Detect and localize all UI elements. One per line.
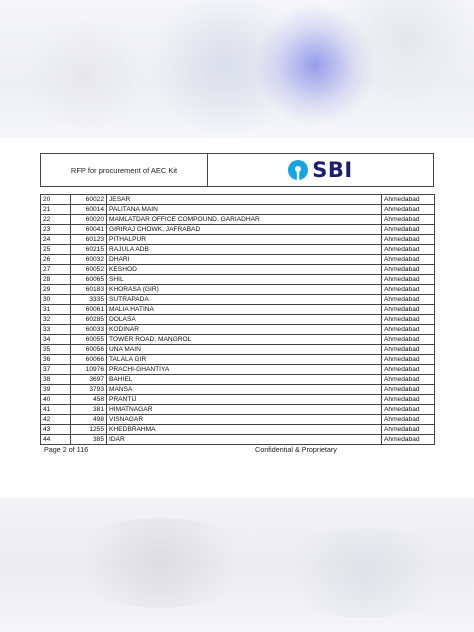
region-cell: Ahmedabad — [382, 295, 435, 305]
branch-name-cell: IDAR — [107, 435, 382, 445]
branch-code-cell: 60123 — [71, 235, 107, 245]
branch-code-cell: 3793 — [71, 385, 107, 395]
region-cell: Ahmedabad — [382, 435, 435, 445]
table-row — [41, 265, 435, 275]
table-row — [41, 395, 435, 405]
region-cell: Ahmedabad — [382, 245, 435, 255]
region-cell: Ahmedabad — [382, 365, 435, 375]
region-cell: Ahmedabad — [382, 375, 435, 385]
branch-code-cell: 60041 — [71, 225, 107, 235]
serial-number-cell: 35 — [41, 345, 71, 355]
serial-number-cell: 33 — [41, 325, 71, 335]
table-row — [41, 285, 435, 295]
logo-cell — [208, 154, 433, 186]
serial-number-cell: 38 — [41, 375, 71, 385]
serial-number-cell: 43 — [41, 425, 71, 435]
region-cell: Ahmedabad — [382, 265, 435, 275]
region-cell: Ahmedabad — [382, 405, 435, 415]
table-row — [41, 195, 435, 205]
region-cell: Ahmedabad — [382, 355, 435, 365]
table-row — [41, 275, 435, 285]
table-row — [41, 245, 435, 255]
branch-name-cell: HIMATNAGAR — [107, 405, 382, 415]
branch-name-cell: KHORASA (GIR) — [107, 285, 382, 295]
branch-table — [40, 194, 435, 445]
region-cell: Ahmedabad — [382, 425, 435, 435]
table-row — [41, 315, 435, 325]
serial-number-cell: 26 — [41, 255, 71, 265]
branch-code-cell: 3335 — [71, 295, 107, 305]
branch-name-cell: SUTRAPADA — [107, 295, 382, 305]
sbi-keyhole-icon — [288, 160, 308, 180]
region-cell: Ahmedabad — [382, 225, 435, 235]
branch-name-cell: PALITANA MAIN — [107, 205, 382, 215]
region-cell: Ahmedabad — [382, 345, 435, 355]
serial-number-cell: 37 — [41, 365, 71, 375]
region-cell: Ahmedabad — [382, 305, 435, 315]
table-row — [41, 235, 435, 245]
region-cell: Ahmedabad — [382, 275, 435, 285]
serial-number-cell: 31 — [41, 305, 71, 315]
serial-number-cell: 29 — [41, 285, 71, 295]
sbi-logo — [288, 158, 352, 182]
branch-name-cell: JESAR — [107, 195, 382, 205]
confidential-label: Confidential & Proprietary — [255, 445, 337, 454]
branch-code-cell: 381 — [71, 405, 107, 415]
table-row — [41, 255, 435, 265]
branch-code-cell: 60061 — [71, 305, 107, 315]
serial-number-cell: 23 — [41, 225, 71, 235]
table-row — [41, 365, 435, 375]
branch-code-cell: 458 — [71, 395, 107, 405]
region-cell: Ahmedabad — [382, 415, 435, 425]
page-header — [40, 153, 434, 187]
serial-number-cell: 32 — [41, 315, 71, 325]
blurred-previous-page — [0, 0, 474, 138]
branch-name-cell: MALIA HATINA — [107, 305, 382, 315]
branch-code-cell: 498 — [71, 415, 107, 425]
table-row — [41, 225, 435, 235]
serial-number-cell: 25 — [41, 245, 71, 255]
serial-number-cell: 42 — [41, 415, 71, 425]
branch-name-cell: KHEDBRAHMA — [107, 425, 382, 435]
blurred-next-page — [0, 498, 474, 632]
document-title: RFP for procurement of AEC Kit — [41, 154, 208, 186]
branch-name-cell: PITHALPUR — [107, 235, 382, 245]
region-cell: Ahmedabad — [382, 255, 435, 265]
region-cell: Ahmedabad — [382, 385, 435, 395]
branch-code-cell: 60183 — [71, 285, 107, 295]
region-cell: Ahmedabad — [382, 215, 435, 225]
table-row — [41, 305, 435, 315]
branch-name-cell: UNA MAIN — [107, 345, 382, 355]
serial-number-cell: 41 — [41, 405, 71, 415]
region-cell: Ahmedabad — [382, 315, 435, 325]
table-row — [41, 215, 435, 225]
region-cell: Ahmedabad — [382, 335, 435, 345]
table-row — [41, 425, 435, 435]
branch-code-cell: 1255 — [71, 425, 107, 435]
branch-name-cell: MANSA — [107, 385, 382, 395]
branch-name-cell: PRANTIJ — [107, 395, 382, 405]
serial-number-cell: 21 — [41, 205, 71, 215]
branch-name-cell: DOLASA — [107, 315, 382, 325]
branch-name-cell: MAMLATDAR OFFICE COMPOUND, GARIADHAR — [107, 215, 382, 225]
branch-code-cell: 60052 — [71, 265, 107, 275]
branch-name-cell: SHIL — [107, 275, 382, 285]
table-row — [41, 405, 435, 415]
serial-number-cell: 20 — [41, 195, 71, 205]
serial-number-cell: 30 — [41, 295, 71, 305]
branch-name-cell: DHARI — [107, 255, 382, 265]
branch-code-cell: 385 — [71, 435, 107, 445]
region-cell: Ahmedabad — [382, 395, 435, 405]
serial-number-cell: 39 — [41, 385, 71, 395]
table-row — [41, 385, 435, 395]
branch-code-cell: 60056 — [71, 345, 107, 355]
logo-text: SBI — [312, 158, 353, 182]
branch-code-cell: 60022 — [71, 195, 107, 205]
table-row — [41, 345, 435, 355]
table-row — [41, 355, 435, 365]
branch-code-cell: 60020 — [71, 215, 107, 225]
serial-number-cell: 34 — [41, 335, 71, 345]
branch-name-cell: KODINAR — [107, 325, 382, 335]
branch-name-cell: GIRIRAJ CHOWK, JAFRABAD — [107, 225, 382, 235]
branch-name-cell: KESHOD — [107, 265, 382, 275]
branch-name-cell: TALALA GIR — [107, 355, 382, 365]
region-cell: Ahmedabad — [382, 195, 435, 205]
branch-table-body — [41, 195, 435, 445]
table-row — [41, 335, 435, 345]
branch-name-cell: VISNAGAR — [107, 415, 382, 425]
branch-code-cell: 60014 — [71, 205, 107, 215]
serial-number-cell: 27 — [41, 265, 71, 275]
branch-name-cell: RAJULA ADB — [107, 245, 382, 255]
branch-code-cell: 10976 — [71, 365, 107, 375]
serial-number-cell: 40 — [41, 395, 71, 405]
branch-code-cell: 60066 — [71, 355, 107, 365]
branch-code-cell: 60033 — [71, 325, 107, 335]
branch-code-cell: 60065 — [71, 275, 107, 285]
region-cell: Ahmedabad — [382, 285, 435, 295]
branch-name-cell: BAHIEL — [107, 375, 382, 385]
table-row — [41, 375, 435, 385]
branch-name-cell: PRACHI-GHANTIYA — [107, 365, 382, 375]
branch-name-cell: TOWER ROAD, MANGROL — [107, 335, 382, 345]
region-cell: Ahmedabad — [382, 235, 435, 245]
serial-number-cell: 44 — [41, 435, 71, 445]
page-number: Page 2 of 116 — [44, 445, 89, 454]
branch-code-cell: 3697 — [71, 375, 107, 385]
region-cell: Ahmedabad — [382, 205, 435, 215]
serial-number-cell: 22 — [41, 215, 71, 225]
serial-number-cell: 36 — [41, 355, 71, 365]
serial-number-cell: 28 — [41, 275, 71, 285]
table-row — [41, 205, 435, 215]
table-row — [41, 295, 435, 305]
table-row — [41, 435, 435, 445]
table-row — [41, 415, 435, 425]
branch-code-cell: 60215 — [71, 245, 107, 255]
table-row — [41, 325, 435, 335]
region-cell: Ahmedabad — [382, 325, 435, 335]
branch-code-cell: 60055 — [71, 335, 107, 345]
serial-number-cell: 24 — [41, 235, 71, 245]
branch-code-cell: 60032 — [71, 255, 107, 265]
branch-code-cell: 60285 — [71, 315, 107, 325]
